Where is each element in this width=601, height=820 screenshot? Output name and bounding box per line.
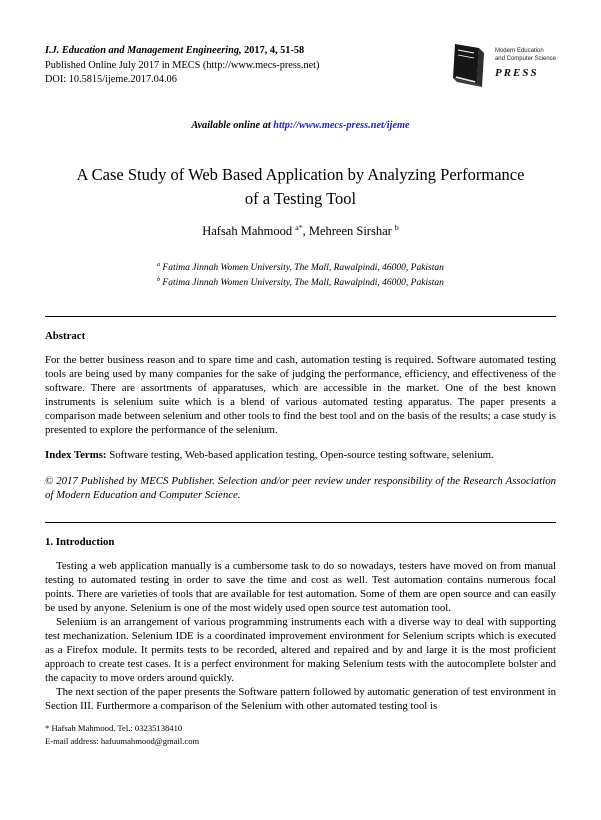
affiliation-a	[45, 261, 556, 276]
paper-title-line1: A Case Study of Web Based Application by Analyzing Performance	[76, 165, 525, 184]
available-online-line	[45, 120, 556, 131]
abstract-text: For the better business reason and to spare time and cash, automation testing is required. Software automated testing tools are being used by many companies for the sake of judging the performance, efficiency, and effectiveness of the software. There are assortments of apparatuses, which are accessible in the market. One of the best known instruments is selenium suite which is a blend of various automated testing apparatus. The paper presents a comparison made between selenium and other tools to find the best tool and on the basis of the results; a case study is presented to explore the performance of the selenium.	[45, 354, 556, 437]
footnote-email-line	[45, 735, 556, 748]
index-terms-line	[45, 448, 556, 462]
section-divider-intro	[45, 522, 556, 523]
introduction-heading: 1. Introduction	[45, 535, 115, 548]
introduction-paragraph: Selenium is an arrangement of various programming instruments each with a diverse way to deal with supporting test mechanization. Selenium IDE is a coordinated improvement environment for Selenium scripts which is executed as a Firefox module. It permits tests to be recorded, altered and repaired and by and large it is the most proficient approach to create test cases. It is a perfect environment for making Selenium tests with the autocomplete bolster and the capacity to move orders around quickly.	[45, 615, 556, 684]
authors-separator: ,	[302, 223, 309, 238]
paper-title-line2: of a Testing Tool	[244, 188, 357, 208]
logo-name-line2: and Computer Science	[494, 55, 556, 62]
abstract-heading: Abstract	[45, 330, 86, 343]
footnote	[45, 722, 556, 748]
journal-citation-block	[45, 44, 319, 88]
affiliation-a-mark: a	[157, 261, 161, 268]
affiliation-b	[45, 276, 556, 291]
author-1-affiliation-mark: a*	[295, 222, 303, 232]
copyright-notice: © 2017 Published by MECS Publisher. Selection and/or peer review under responsibility of the Research Association of Modern Education and Computer Science.	[45, 474, 556, 501]
author-1: Hafsah Mahmood	[202, 223, 293, 238]
press-label: PRESS	[494, 67, 539, 79]
introduction-section	[45, 536, 556, 713]
paper-title	[45, 163, 556, 211]
available-online-prefix: Available online at	[191, 120, 274, 131]
abstract-section	[45, 330, 556, 501]
mecs-book-icon	[445, 38, 491, 99]
journal-header	[45, 44, 556, 100]
logo-name-line1: Modern Education	[494, 48, 544, 54]
doi-line: DOI: 10.5815/ijeme.2017.04.06	[45, 74, 177, 86]
authors-line	[45, 224, 556, 239]
author-2-affiliation-mark: b	[394, 222, 399, 232]
journal-title: I.J. Education and Management Engineering,	[45, 45, 242, 56]
index-terms-text: Software testing, Web-based application testing, Open-source testing software, selenium.	[106, 449, 494, 462]
affiliations	[45, 261, 556, 290]
footnote-email-prefix: E-mail address:	[45, 735, 101, 746]
mecs-logo-text	[495, 38, 556, 79]
journal-citation-line	[45, 44, 319, 59]
index-terms-label: Index Terms:	[45, 449, 107, 462]
published-line: Published Online July 2017 in MECS (http://www.mecs-press.net)	[45, 59, 320, 71]
introduction-paragraph: Testing a web application manually is a cumbersome task to do so nowadays, testers have moved on from manual testing to automated testing in order to save the time and cost as well. Test automation contains numerous focal points. There are varieties of tools that are available for test automation. Some of them are open source and can easily be used by anyone. Selenium is one of the most widely used open source test automation tool.	[45, 559, 556, 614]
available-online-link[interactable]: http://www.mecs-press.net/ijeme	[273, 120, 410, 131]
affiliation-b-text: Fatima Jinnah Women University, The Mall, Rawalpindi, 46000, Pakistan	[160, 277, 444, 288]
footnote-email: hafuumahmood@gmail.com	[100, 735, 200, 746]
introduction-paragraph: The next section of the paper presents the Software pattern followed by automatic generation of test environment in Section III. Furthermore a comparison of the Selenium with other automated testing tool is	[45, 685, 556, 712]
affiliation-a-text: Fatima Jinnah Women University, The Mall, Rawalpindi, 46000, Pakistan	[160, 262, 444, 273]
journal-issue: 2017, 4, 51-58	[241, 45, 305, 56]
author-2: Mehreen Sirshar	[308, 223, 392, 238]
footnote-tel: * Hafsah Mahmood. Tel.: 03235138410	[45, 722, 183, 733]
affiliation-b-mark: b	[157, 276, 161, 283]
mecs-logo	[445, 38, 556, 99]
section-divider-top	[45, 316, 556, 317]
